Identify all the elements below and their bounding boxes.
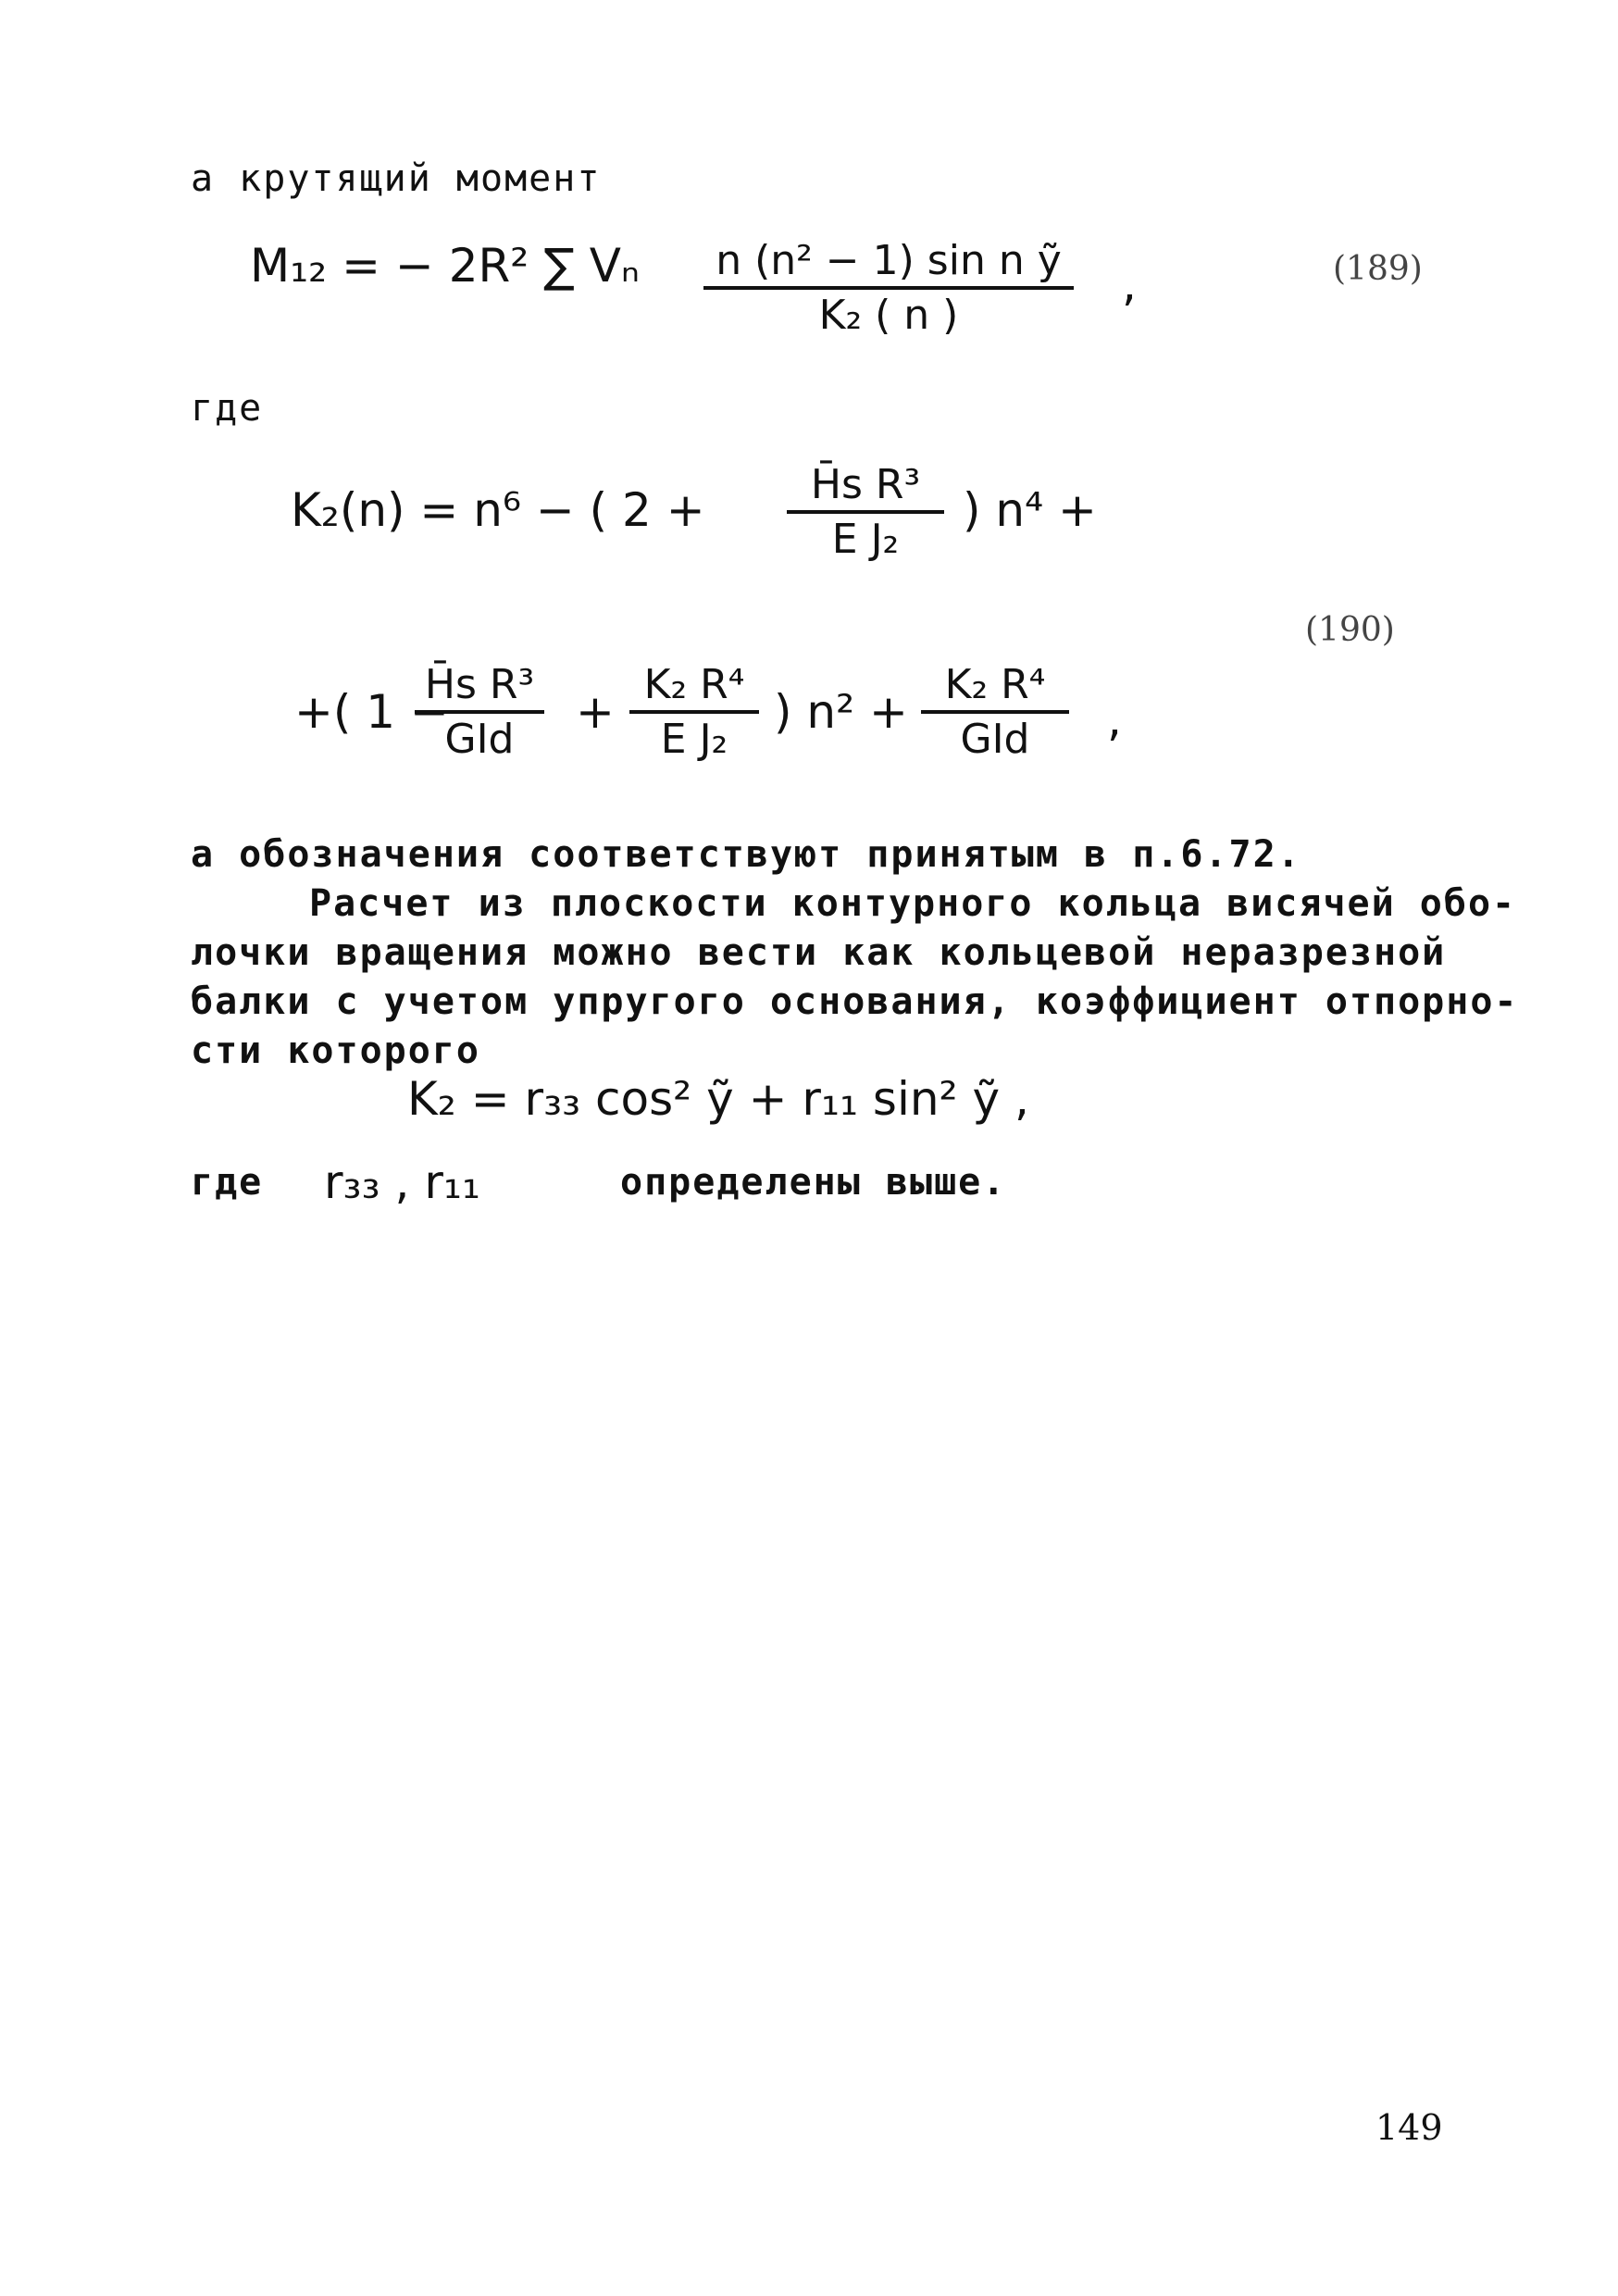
eq190-fraction-4 <box>921 661 1069 763</box>
eq190-mid: ) n² + <box>774 685 908 739</box>
eq190-fraction-3 <box>629 661 759 763</box>
eq189-denominator: K₂ ( n ) <box>818 292 959 339</box>
paragraph-line-1: а обозначения соответствуют принятым в п.6.72. <box>191 833 1301 876</box>
eq190-number: (190) <box>1305 611 1395 649</box>
where-label-1: где <box>191 387 264 430</box>
paragraph-line-5: сти которого <box>191 1029 480 1072</box>
eq189-fraction <box>703 237 1074 339</box>
eq189-lhs: M₁₂ = − 2R² ∑ Vₙ <box>250 239 640 293</box>
eq190-fraction-1 <box>787 461 944 563</box>
eq189-number: (189) <box>1333 250 1423 288</box>
eq190-frac3-num: K₂ R⁴ <box>629 661 759 714</box>
eq-k2: K₂ = r₃₃ cos² ỹ + r₁₁ sin² ỹ , <box>407 1072 1029 1126</box>
eq190-frac4-den: GId <box>960 716 1030 763</box>
eq190-comma: , <box>1107 693 1122 746</box>
paragraph-line-2: Расчет из плоскости контурного кольца висячей обо- <box>309 882 1517 925</box>
eq190-frac1-num: H̄s R³ <box>787 461 944 514</box>
eq190-line2-start: +( 1 − <box>294 685 449 739</box>
where-label-2: где <box>191 1161 264 1204</box>
eq190-line1-rhs: ) n⁴ + <box>963 483 1097 537</box>
eq190-frac3-den: E J₂ <box>660 716 728 763</box>
eq190-frac2-den: GId <box>444 716 515 763</box>
eq189-numerator: n (n² − 1) sin n ỹ <box>703 237 1074 290</box>
where-variables: r₃₃ , r₁₁ <box>324 1155 480 1209</box>
paragraph-line-3: лочки вращения можно вести как кольцевой неразрезной <box>191 931 1447 974</box>
eq190-frac4-num: K₂ R⁴ <box>921 661 1069 714</box>
where-description: определены выше. <box>620 1161 1007 1204</box>
eq189-comma: , <box>1122 257 1137 311</box>
intro-text: а крутящий момент <box>191 157 602 200</box>
page-number: 149 <box>1375 2107 1443 2148</box>
eq190-frac2-num: H̄s R³ <box>415 661 544 714</box>
eq190-plus: + <box>576 685 615 739</box>
eq190-frac1-den: E J₂ <box>831 516 900 563</box>
paragraph-line-4: балки с учетом упругого основания, коэффициент отпорно- <box>191 980 1519 1023</box>
eq190-fraction-2 <box>415 661 544 763</box>
eq190-line1-lhs: K₂(n) = n⁶ − ( 2 + <box>291 483 705 537</box>
